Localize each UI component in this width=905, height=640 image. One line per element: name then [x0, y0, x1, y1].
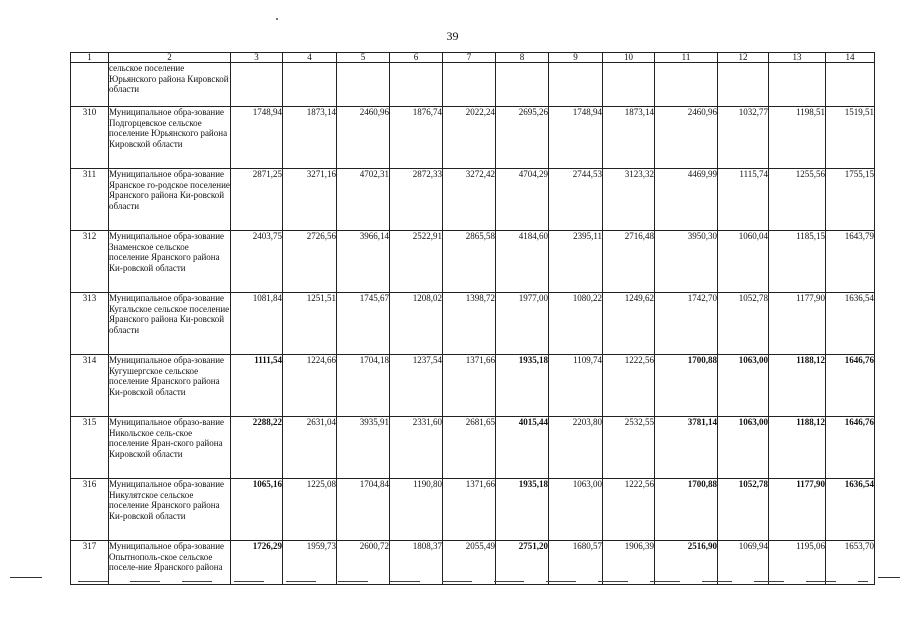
scan-dash-row: [78, 581, 868, 582]
value-cell-col-11: 1700,88: [655, 355, 718, 417]
table-row: [71, 417, 875, 479]
value-cell-col-9: 1063,00: [549, 479, 603, 541]
value-cell-col-10: 1222,56: [603, 479, 655, 541]
value-cell-col-11: 1700,88: [655, 479, 718, 541]
value-cell-col-11: 4469,99: [655, 169, 718, 231]
value-cell-col-13: 1177,90: [769, 479, 826, 541]
column-header-4: 4: [283, 53, 337, 63]
value-cell-col-12: 1052,78: [718, 293, 769, 355]
scan-dash-right: [878, 577, 900, 578]
value-cell-col-7: 2865,58: [443, 231, 496, 293]
row-number: 310: [71, 107, 109, 169]
value-cell-col-8: 1935,18: [496, 355, 549, 417]
column-header-14: 14: [826, 53, 875, 63]
value-cell-col-12: 1069,94: [718, 541, 769, 585]
value-cell-col-6: [390, 63, 443, 107]
value-cell-col-10: [603, 63, 655, 107]
value-cell-col-8: 1977,00: [496, 293, 549, 355]
column-header-13: 13: [769, 53, 826, 63]
value-cell-col-5: 1704,84: [337, 479, 390, 541]
value-cell-col-6: 1208,02: [390, 293, 443, 355]
value-cell-col-9: 2203,80: [549, 417, 603, 479]
value-cell-col-7: 1371,66: [443, 355, 496, 417]
value-cell-col-11: 3781,14: [655, 417, 718, 479]
column-header-2: 2: [109, 53, 231, 63]
value-cell-col-8: 2751,20: [496, 541, 549, 585]
value-cell-col-7: 2681,65: [443, 417, 496, 479]
row-number: 314: [71, 355, 109, 417]
value-cell-col-6: 2331,60: [390, 417, 443, 479]
value-cell-col-8: 4184,60: [496, 231, 549, 293]
value-cell-col-14: 1636,54: [826, 479, 875, 541]
value-cell-col-3: 1065,16: [231, 479, 283, 541]
table-header-row: [71, 53, 875, 63]
scan-speck: [276, 18, 278, 20]
data-table: [70, 52, 875, 585]
value-cell-col-9: 1680,57: [549, 541, 603, 585]
row-number: 311: [71, 169, 109, 231]
value-cell-col-11: 1742,70: [655, 293, 718, 355]
row-number: 315: [71, 417, 109, 479]
value-cell-col-12: 1052,78: [718, 479, 769, 541]
row-number: [71, 63, 109, 107]
value-cell-col-5: 1745,67: [337, 293, 390, 355]
municipality-name: Муниципальное обра-зование Знаменское сельское поселение Яранского района Ки-ровской области: [109, 231, 231, 293]
value-cell-col-3: 2871,25: [231, 169, 283, 231]
value-cell-col-11: 2460,96: [655, 107, 718, 169]
row-number: 316: [71, 479, 109, 541]
value-cell-col-5: 3966,14: [337, 231, 390, 293]
value-cell-col-5: 4702,31: [337, 169, 390, 231]
row-number: 317: [71, 541, 109, 585]
table-row: [71, 107, 875, 169]
value-cell-col-4: 2631,04: [283, 417, 337, 479]
value-cell-col-5: 3935,91: [337, 417, 390, 479]
value-cell-col-10: 1222,56: [603, 355, 655, 417]
value-cell-col-7: [443, 63, 496, 107]
value-cell-col-14: 1643,79: [826, 231, 875, 293]
value-cell-col-5: [337, 63, 390, 107]
column-header-1: 1: [71, 53, 109, 63]
value-cell-col-13: 1255,56: [769, 169, 826, 231]
scan-dash-left: [10, 577, 42, 578]
value-cell-col-12: [718, 63, 769, 107]
value-cell-col-8: [496, 63, 549, 107]
table-row: [71, 63, 875, 107]
municipality-name: Муниципальное обра-зование Кугушергское сельское поселение Яранского района Ки-ровской области: [109, 355, 231, 417]
table-body: [71, 63, 875, 585]
value-cell-col-12: 1115,74: [718, 169, 769, 231]
municipality-name: Муниципальное обра-зование Кугальское сельское поселение Яранского района Ки-ровской области: [109, 293, 231, 355]
value-cell-col-7: 1398,72: [443, 293, 496, 355]
value-cell-col-6: 1190,80: [390, 479, 443, 541]
value-cell-col-8: 4015,44: [496, 417, 549, 479]
value-cell-col-3: 1081,84: [231, 293, 283, 355]
value-cell-col-14: 1646,76: [826, 417, 875, 479]
value-cell-col-3: 1726,29: [231, 541, 283, 585]
municipality-name: Муниципальное образо-вание Никольское сель-ское поселение Яран-ского района Кировской области: [109, 417, 231, 479]
value-cell-col-4: 1873,14: [283, 107, 337, 169]
value-cell-col-3: 1748,94: [231, 107, 283, 169]
value-cell-col-10: 1249,62: [603, 293, 655, 355]
table-row: [71, 293, 875, 355]
column-header-6: 6: [390, 53, 443, 63]
value-cell-col-14: 1519,51: [826, 107, 875, 169]
value-cell-col-4: 1224,66: [283, 355, 337, 417]
value-cell-col-11: 3950,30: [655, 231, 718, 293]
value-cell-col-6: 2872,33: [390, 169, 443, 231]
municipality-name: Муниципальное обра-зование Яранское го-родское поселение Яранского района Ки-ровской области: [109, 169, 231, 231]
value-cell-col-5: 2460,96: [337, 107, 390, 169]
value-cell-col-13: 1185,15: [769, 231, 826, 293]
value-cell-col-13: 1188,12: [769, 417, 826, 479]
value-cell-col-7: 1371,66: [443, 479, 496, 541]
municipality-name: Муниципальное обра-зование Подгорцевское сельское поселение Юрьянского района Кировской области: [109, 107, 231, 169]
value-cell-col-9: 2744,53: [549, 169, 603, 231]
value-cell-col-14: 1646,76: [826, 355, 875, 417]
value-cell-col-3: [231, 63, 283, 107]
value-cell-col-10: 2716,48: [603, 231, 655, 293]
value-cell-col-6: 1808,37: [390, 541, 443, 585]
value-cell-col-14: 1755,15: [826, 169, 875, 231]
value-cell-col-14: [826, 63, 875, 107]
value-cell-col-8: 4704,29: [496, 169, 549, 231]
value-cell-col-9: 1109,74: [549, 355, 603, 417]
table-row: [71, 541, 875, 585]
value-cell-col-4: 2726,56: [283, 231, 337, 293]
value-cell-col-6: 2522,91: [390, 231, 443, 293]
value-cell-col-12: 1060,04: [718, 231, 769, 293]
value-cell-col-8: 2695,26: [496, 107, 549, 169]
value-cell-col-9: 2395,11: [549, 231, 603, 293]
value-cell-col-6: 1876,74: [390, 107, 443, 169]
column-header-7: 7: [443, 53, 496, 63]
row-number: 312: [71, 231, 109, 293]
table-row: [71, 479, 875, 541]
municipality-name: Муниципальное обра-зование Никулятское сельское поселение Яранского района Ки-ровской области: [109, 479, 231, 541]
value-cell-col-7: 2022,24: [443, 107, 496, 169]
value-cell-col-13: 1195,06: [769, 541, 826, 585]
value-cell-col-5: 1704,18: [337, 355, 390, 417]
value-cell-col-12: 1032,77: [718, 107, 769, 169]
value-cell-col-10: 1906,39: [603, 541, 655, 585]
value-cell-col-14: 1653,70: [826, 541, 875, 585]
column-header-3: 3: [231, 53, 283, 63]
value-cell-col-6: 1237,54: [390, 355, 443, 417]
value-cell-col-10: 1873,14: [603, 107, 655, 169]
value-cell-col-11: [655, 63, 718, 107]
value-cell-col-3: 1111,54: [231, 355, 283, 417]
table-row: [71, 169, 875, 231]
value-cell-col-11: 2516,90: [655, 541, 718, 585]
value-cell-col-8: 1935,18: [496, 479, 549, 541]
value-cell-col-13: 1177,90: [769, 293, 826, 355]
value-cell-col-7: 3272,42: [443, 169, 496, 231]
column-header-5: 5: [337, 53, 390, 63]
value-cell-col-13: [769, 63, 826, 107]
value-cell-col-12: 1063,00: [718, 355, 769, 417]
value-cell-col-10: 3123,32: [603, 169, 655, 231]
value-cell-col-9: [549, 63, 603, 107]
value-cell-col-13: 1188,12: [769, 355, 826, 417]
column-header-10: 10: [603, 53, 655, 63]
column-header-8: 8: [496, 53, 549, 63]
value-cell-col-10: 2532,55: [603, 417, 655, 479]
municipality-name: Муниципальное обра-зование Опытнополь-ское сельское поселе-ние Яранского района: [109, 541, 231, 585]
table-row: [71, 231, 875, 293]
value-cell-col-4: 1225,08: [283, 479, 337, 541]
municipality-name: сельское поселение Юрьянского района Кировской области: [109, 63, 231, 107]
value-cell-col-9: 1748,94: [549, 107, 603, 169]
table-row: [71, 355, 875, 417]
column-header-11: 11: [655, 53, 718, 63]
value-cell-col-4: [283, 63, 337, 107]
value-cell-col-5: 2600,72: [337, 541, 390, 585]
value-cell-col-4: 1251,51: [283, 293, 337, 355]
value-cell-col-14: 1636,54: [826, 293, 875, 355]
column-header-9: 9: [549, 53, 603, 63]
value-cell-col-3: 2403,75: [231, 231, 283, 293]
value-cell-col-4: 3271,16: [283, 169, 337, 231]
column-header-12: 12: [718, 53, 769, 63]
value-cell-col-12: 1063,00: [718, 417, 769, 479]
row-number: 313: [71, 293, 109, 355]
value-cell-col-13: 1198,51: [769, 107, 826, 169]
page-number: 39: [446, 29, 459, 43]
value-cell-col-7: 2055,49: [443, 541, 496, 585]
value-cell-col-4: 1959,73: [283, 541, 337, 585]
value-cell-col-3: 2288,22: [231, 417, 283, 479]
value-cell-col-9: 1080,22: [549, 293, 603, 355]
